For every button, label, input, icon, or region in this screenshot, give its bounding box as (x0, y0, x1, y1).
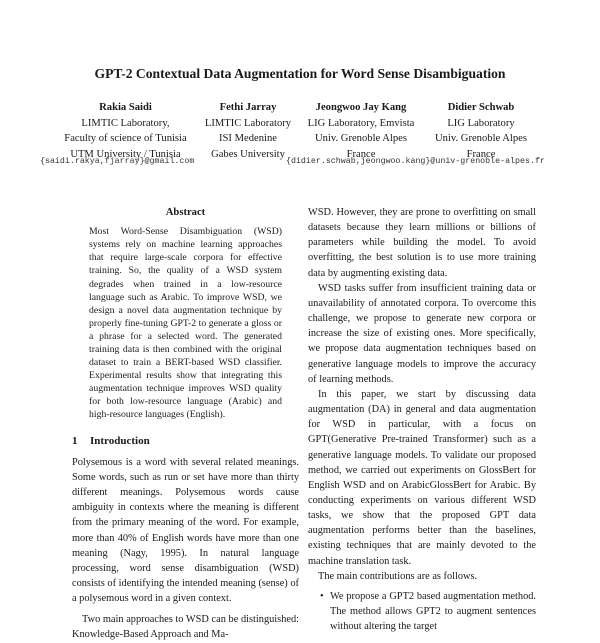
body-paragraph-3: In this paper, we start by discussing data augmentation (DA) in general and data augmentation for WSD in particular, with a focus on GPT(Generative Pre-trained Transformer) such as a generative language models. To validate our proposed method, we carried out experiments on GlossBert for English WSD and on ArabicGlossBert for Arabic. By conducting experiments on various different WSD tasks, we show that the proposed GPT data augmentation performs better than the baselines, existing techniques that are mainly devoted to the machine translation task. (308, 388, 536, 567)
section-title: Introduction (90, 434, 150, 447)
right-column (308, 205, 536, 634)
author-block-2 (198, 100, 298, 162)
section-number: 1 (72, 434, 78, 447)
author-affiliation: France (346, 148, 376, 160)
author-email-left: {saidi.rakya,fjarray}@gmail.com (40, 157, 195, 166)
author-affiliation: LIMTIC Laboratory, (81, 117, 170, 129)
author-name: Rakia Saidi (99, 102, 152, 113)
author-block-4 (426, 100, 536, 162)
left-column (72, 205, 299, 643)
author-affiliation: ISI Medenine (219, 133, 277, 144)
author-email-right: {didier.schwab,jeongwoo.kang}@univ-grenoble-alpes.fr (286, 157, 545, 166)
author-affiliation: Univ. Grenoble Alpes (315, 133, 407, 144)
paper-title: GPT-2 Contextual Data Augmentation for Word Sense Disambiguation (94, 66, 506, 81)
intro-paragraph-2: Two main approaches to WSD can be distinguished: Knowledge-Based Approach and Ma- (72, 614, 299, 641)
author-name: Didier Schwab (447, 102, 515, 113)
author-affiliation: Faculty of science of Tunisia (64, 133, 187, 144)
intro-paragraph-1: Polysemous is a word with several related meanings. Some words, such as run or set have more than thirty different meanings. Polysemous words cause ambiguity in contexts where the meaning is different from the primary meaning of the word. For example, more than 40% of English words have more than one meaning (Nagy, 1995). In natural language processing, word sense disambiguation (WSD) consists of identifying the intended meaning (sense) of a polysemous word in a given context. (72, 456, 299, 605)
author-affiliation: LIG Laboratory, Emvista (307, 117, 415, 129)
author-affiliation: France (466, 148, 496, 160)
abstract-body (72, 225, 299, 421)
section-heading-introduction (72, 434, 299, 449)
list-item: • We propose a GPT2 based augmentation method. The method allows GPT2 to augment sentences without altering the target (320, 589, 536, 634)
author-affiliation: UTM University / Tunisia (70, 148, 181, 160)
body-paragraph-4: The main contributions are as follows. (318, 570, 478, 582)
author-affiliation: Univ. Grenoble Alpes (435, 133, 527, 144)
contributions-list (308, 589, 536, 634)
abstract-heading: Abstract (165, 207, 206, 218)
author-block-1 (58, 100, 193, 162)
author-block-3 (298, 100, 424, 162)
author-name: Jeongwoo Jay Kang (315, 102, 407, 113)
author-affiliation: LIMTIC Laboratory (204, 117, 292, 129)
body-paragraph-1: WSD. However, they are prone to overfitting on small datasets because they learn millions or billions of parameters while building the model. To avoid overfitting, the best solution is to use more training data by augmenting existing data. (308, 207, 536, 279)
author-affiliation: Gabes University (211, 148, 285, 160)
abstract-text: Most Word-Sense Disambiguation (WSD) systems rely on machine learning approaches that require large-scale corpora for effective training. So, the quality of a WSD system degrades when trained in a low-resource language such as Arabic. To improve WSD, we design a novel data augmentation technique by properly fine-tuning GPT-2 to generate a gloss or a phrase for a selected word. The generated training data is then combined with the original dataset to train a BERT-based WSD classifier. Experimental results show that integrating this augmentation technique improves WSD quality for both low-resource language (Arabic) and high-resource languages (English). (89, 226, 282, 421)
body-paragraph-2: WSD tasks suffer from insufficient training data or unavailability of annotated corpora. To overcome this challenge, we propose to generate new corpora or increase the size of existing ones. More specifically, we propose data augmentation techniques based on generative language models to improve the accuracy of learning methods. (308, 282, 536, 385)
author-affiliation: LIG Laboratory (447, 117, 515, 129)
author-name: Fethi Jarray (219, 102, 277, 113)
